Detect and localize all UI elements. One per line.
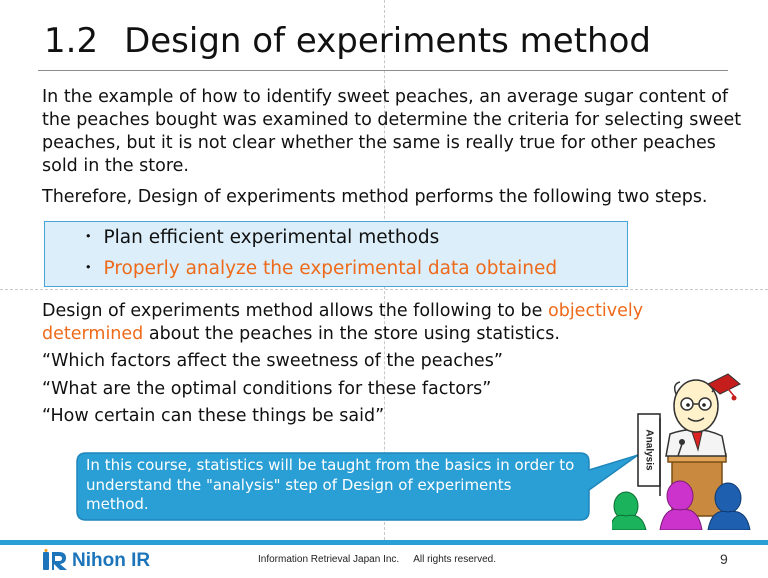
footer-bar: [0, 540, 768, 545]
title-underline: [38, 70, 728, 71]
determination-paragraph: [42, 300, 746, 346]
question-item: “What are the optimal conditions for these factors”: [42, 379, 492, 399]
rights-text: All rights reserved.: [413, 554, 496, 565]
lecturer-illustration: [612, 370, 768, 530]
steps-lead-paragraph: Therefore, Design of experiments method performs the following two steps.: [42, 187, 708, 207]
highlight-text: objectively determined: [42, 301, 644, 344]
footer-copyright: [258, 553, 496, 567]
step-item: [79, 225, 439, 251]
speech-bubble-text: In this course, statistics will be taught from the basics in order to understand the "analysis" step of Design of experiments method.: [86, 456, 575, 513]
paragraph-text: about the peaches in the store using statistics.: [143, 324, 560, 344]
question-item: “Which factors affect the sweetness of the peaches”: [42, 351, 503, 371]
paragraph-text: Design of experiments method allows the following to be: [42, 301, 548, 321]
step-item-highlighted: [79, 256, 557, 282]
analysis-sign: [638, 414, 660, 496]
bullet: ・: [79, 258, 98, 279]
layout-guide-horizontal: [0, 289, 768, 290]
bullet: ・: [79, 227, 98, 248]
logo-text: Nihon IR: [72, 550, 151, 571]
sign-label: Analysis: [643, 429, 655, 471]
student-green: [612, 492, 646, 530]
steps-box: [44, 221, 628, 287]
slide-title: [44, 18, 651, 64]
page-number: 9: [720, 551, 728, 567]
title-text: Design of experiments method: [124, 21, 651, 61]
company-name: Information Retrieval Japan Inc.: [258, 554, 400, 565]
question-item: “How certain can these things be said”: [42, 406, 385, 426]
section-number: 1.2: [44, 21, 99, 61]
step-text: Properly analyze the experimental data obtained: [103, 258, 558, 279]
intro-paragraph: In the example of how to identify sweet peaches, an average sugar content of the peaches bought was examined to determine the criteria for selecting sweet peaches, but it is not clear whether the same is really true for other peaches sold in the store.: [42, 87, 742, 176]
step-text: Plan efficient experimental methods: [103, 227, 440, 248]
nihon-ir-logo-icon: [42, 549, 70, 573]
